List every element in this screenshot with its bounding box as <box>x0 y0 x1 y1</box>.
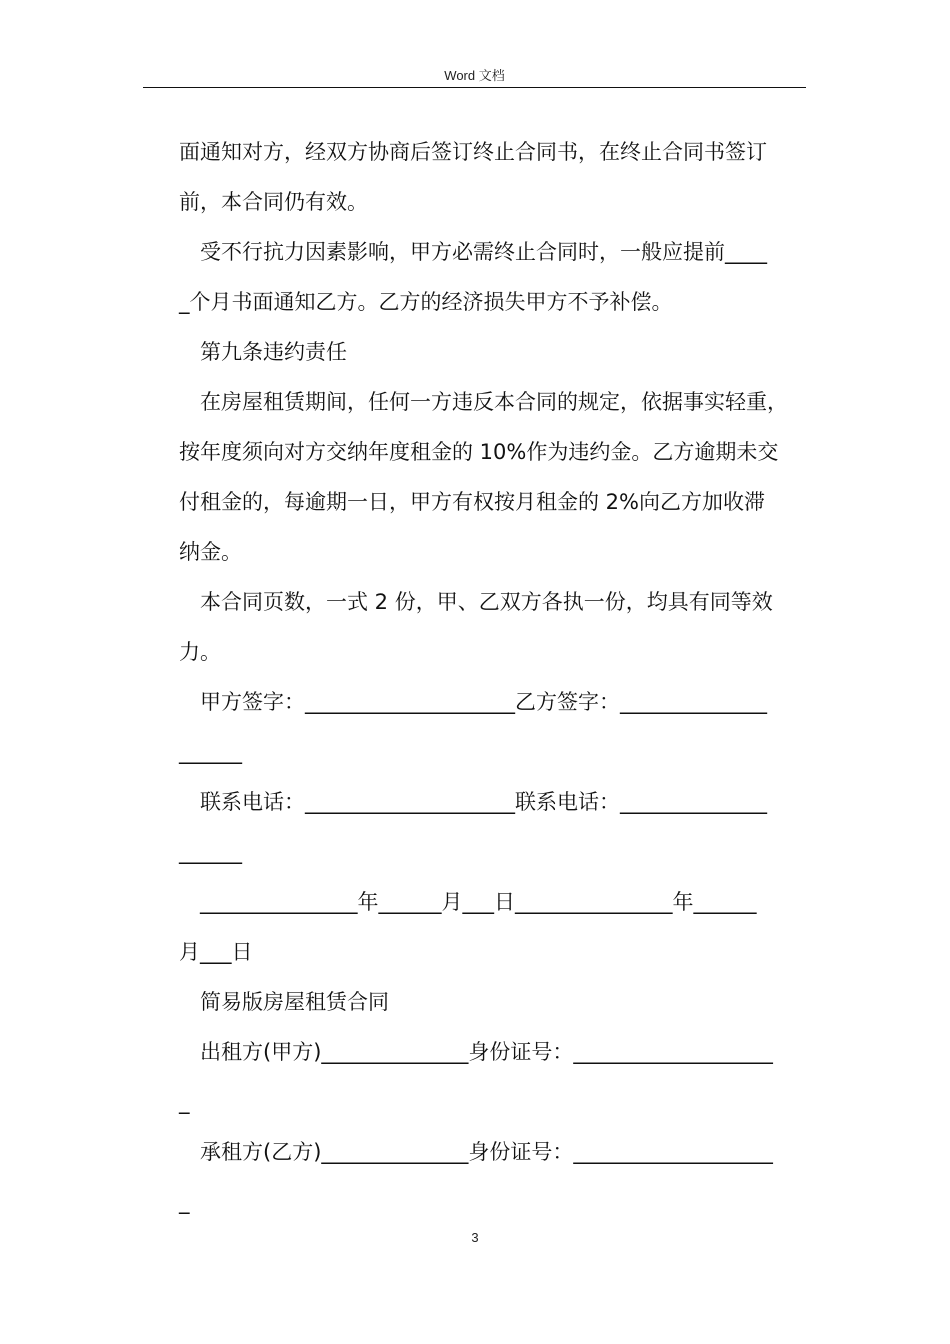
date-line-cont: 月___日 <box>179 940 253 964</box>
phone-line: 联系电话：____________________联系电话：______________ <box>200 790 767 814</box>
page-number: 3 <box>471 1230 479 1245</box>
lessee-line-cont: _ <box>179 1190 190 1214</box>
body-line-8: 付租金的，每逾期一日，甲方有权按月租金的 2%向乙方加收滞 <box>179 490 765 514</box>
body-line-6: 在房屋租赁期间，任何一方违反本合同的规定，依据事实轻重， <box>200 390 788 414</box>
header-divider <box>143 87 806 88</box>
section-heading-article-9: 第九条违约责任 <box>200 340 347 364</box>
phone-line-cont: ______ <box>179 840 242 864</box>
body-line-7: 按年度须向对方交纳年度租金的 10%作为违约金。乙方逾期未交 <box>179 440 779 464</box>
contract-title: 简易版房屋租赁合同 <box>200 990 389 1014</box>
body-line-4: _个月书面通知乙方。乙方的经济损失甲方不予补偿。 <box>179 290 673 314</box>
body-line-11: 力。 <box>179 640 221 664</box>
signature-line: 甲方签字：____________________乙方签字：______________ <box>200 690 767 714</box>
body-line-9: 纳金。 <box>179 540 242 564</box>
page-header: Word 文档 <box>444 68 505 83</box>
signature-line-cont: ______ <box>179 740 242 764</box>
body-line-2: 前，本合同仍有效。 <box>179 190 368 214</box>
body-line-10: 本合同页数，一式 2 份，甲、乙双方各执一份，均具有同等效 <box>200 590 773 614</box>
lessor-line-cont: _ <box>179 1090 190 1114</box>
body-line-3: 受不行抗力因素影响，甲方必需终止合同时，一般应提前____ <box>200 240 767 264</box>
lessor-line: 出租方(甲方)______________身份证号：___________________ <box>200 1040 773 1064</box>
date-line: _______________年______月___日_______________年______ <box>200 890 757 914</box>
lessee-line: 承租方(乙方)______________身份证号：___________________ <box>200 1140 773 1164</box>
body-line-1: 面通知对方，经双方协商后签订终止合同书，在终止合同书签订 <box>179 140 767 164</box>
